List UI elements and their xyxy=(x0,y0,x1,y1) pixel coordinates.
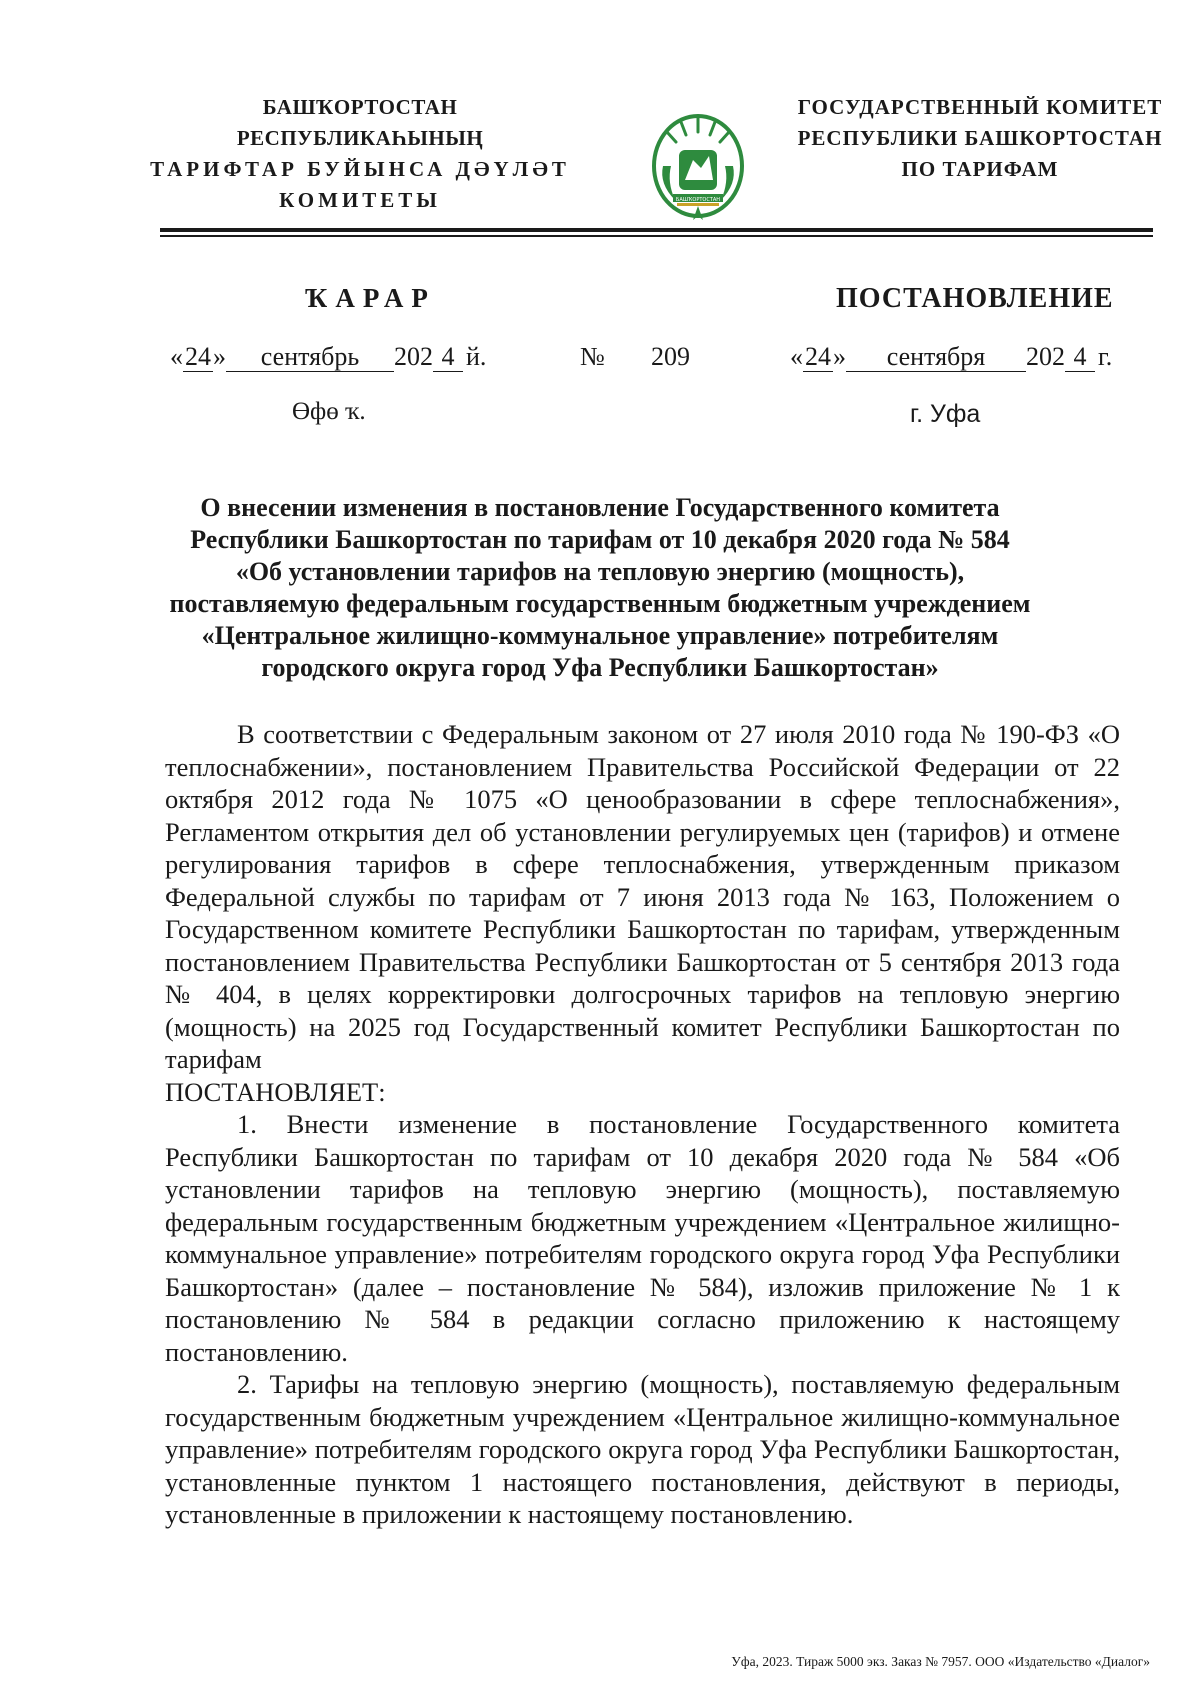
date-year-suffix: 4 xyxy=(1065,343,1095,372)
doc-type-bashkir: ҠАРАР xyxy=(305,283,436,313)
printer-imprint: Уфа, 2023. Тираж 5000 экз. Заказ № 7957. ООО «Издательство «Диалог» xyxy=(731,1654,1150,1669)
quote-close: » xyxy=(213,342,226,371)
header-right-org-name xyxy=(780,92,1180,185)
title-line: О внесении изменения в постановление Государственного комитета xyxy=(200,493,1000,522)
title-line: городского округа город Уфа Республики Башкортостан» xyxy=(261,653,939,682)
document-title xyxy=(165,492,1035,684)
document-number: 209 xyxy=(651,342,690,371)
header-left-line: БАШҠОРТОСТАН РЕСПУБЛИКАҺЫНЫҢ xyxy=(236,95,484,150)
date-day: 24 xyxy=(805,342,831,371)
date-unit: й. xyxy=(466,342,487,371)
quote-open: « xyxy=(170,342,183,371)
number-sign: № xyxy=(580,342,605,371)
quote-close: » xyxy=(833,342,846,371)
emblem-label: БАШҠОРТОСТАН xyxy=(675,197,721,203)
header-right-line: ГОСУДАРСТВЕННЫЙ КОМИТЕТ xyxy=(797,95,1163,119)
place-russian: г. Уфа xyxy=(910,400,981,428)
item-2-paragraph: 2. Тарифы на тепловую энергию (мощность), поставляемую федеральным государственным бюджетным учреждением «Центральное жилищно-коммунальное управление» потребителям городского округа город Уфа Республики Башкортостан, установленные пунктом 1 настоящего постановления, действуют в периоды, установленные в приложении к настоящему постановлению. xyxy=(165,1369,1120,1529)
header-left-line: КОМИТЕТЫ xyxy=(279,188,441,212)
title-line: «Центральное жилищно-коммунальное управление» потребителям xyxy=(201,621,999,650)
preamble-paragraph: В соответствии с Федеральным законом от 27 июля 2010 года № 190-ФЗ «О теплоснабжении», постановлением Правительства Российской Федерации от 22 октября 2012 года № 1075 «О ценообразовании в сфере теплоснабжения», Регламентом открытия дел об установлении регулируемых цен (тарифов) и отмене регулирования тарифов в сфере теплоснабжения, утвержденным приказом Федеральной службы по тарифам от 7 июня 2013 года № 163, Положением о Государственном комитете Республики Башкортостан по тарифам, утвержденным постановлением Правительства Республики Башкортостан от 5 сентября 2013 года № 404, в целях корректировки долгосрочных тарифов на тепловую энергию (мощность) на 2025 год Государственный комитет Республики Башкортостан по тарифам xyxy=(165,719,1120,1074)
header-divider-thin xyxy=(160,235,1153,237)
title-line: поставляемую федеральным государственным бюджетным учреждением xyxy=(169,589,1031,618)
date-bashkir xyxy=(170,342,486,372)
doc-type-russian: ПОСТАНОВЛЕНИЕ xyxy=(836,283,1114,314)
title-line: «Об установлении тарифов на тепловую энергию (мощность), xyxy=(235,557,965,586)
bashkortostan-emblem-icon xyxy=(645,106,751,226)
date-month: сентябрь xyxy=(226,343,394,372)
date-year-prefix: 202 xyxy=(1026,342,1065,371)
header-left-line: ТАРИФТАР БУЙЫНСА ДӘҮЛӘТ xyxy=(150,157,570,181)
date-unit: г. xyxy=(1098,342,1113,371)
date-day: 24 xyxy=(185,342,211,371)
title-line: Республики Башкортостан по тарифам от 10 декабря 2020 года № 584 xyxy=(190,525,1010,554)
header-right-line: ПО ТАРИФАМ xyxy=(901,157,1059,181)
quote-open: « xyxy=(790,342,803,371)
date-year-prefix: 202 xyxy=(394,342,433,371)
header-divider-thick xyxy=(160,228,1153,232)
document-body xyxy=(165,718,1120,1531)
item-1-paragraph: 1. Внести изменение в постановление Государственного комитета Республики Башкортостан по тарифам от 10 декабря 2020 года № 584 «Об установлении тарифов на тепловую энергию (мощность), поставляемую федеральным государственным бюджетным учреждением «Центральное жилищно-коммунальное управление» потребителям городского округа город Уфа Республики Башкортостан» (далее – постановление № 584), изложив приложение № 1 к постановлению № 584 в редакции согласно приложению к настоящему постановлению. xyxy=(165,1109,1120,1367)
resolves-heading: ПОСТАНОВЛЯЕТ: xyxy=(165,1076,386,1107)
date-russian xyxy=(790,342,1112,372)
place-bashkir: Өфө ҡ. xyxy=(292,398,366,425)
header-left-org-name xyxy=(150,92,570,216)
header-right-line: РЕСПУБЛИКИ БАШКОРТОСТАН xyxy=(797,126,1163,150)
date-month: сентября xyxy=(846,343,1026,372)
date-year-suffix: 4 xyxy=(433,343,463,372)
